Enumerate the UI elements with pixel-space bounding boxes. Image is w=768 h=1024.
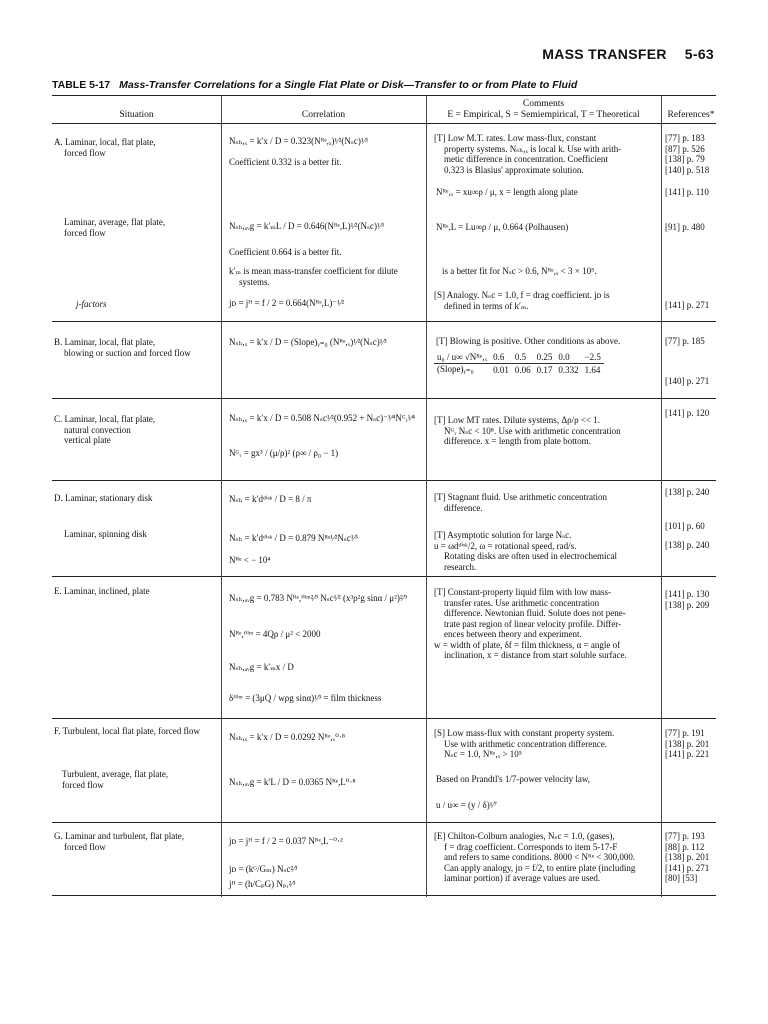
correlation-g: jᴅ = jᴴ = f / 2 = 0.037 Nᴿᵉ,L⁻⁰·² — [229, 836, 343, 846]
column-divider — [426, 96, 427, 897]
correlation-g-jd: jᴅ = (kᴳ/Gₘ) Nₛc²⁄³ — [229, 864, 298, 874]
refs-a-reynolds: [141] p. 110 — [665, 187, 709, 197]
header-comments-title: Comments — [522, 99, 565, 109]
note-a-coefficient-332: Coefficient 0.332 is a better fit. — [229, 157, 342, 167]
table-label: TABLE 5-17 — [52, 79, 111, 91]
comment-a-jfactors: [S] Analogy. Nₛc = 1.0, f = drag coefficient. jᴅ is defined in terms of k′ₘ. — [434, 290, 610, 311]
row-divider — [52, 480, 716, 481]
row-divider — [52, 576, 716, 577]
header-comments — [426, 99, 661, 121]
running-head — [542, 46, 714, 62]
row-divider — [52, 718, 716, 719]
comment-c: [T] Low MT rates. Dilute systems, Δρ/ρ << 1. Nᴳᵣ Nₛc < 10⁸. Use with arithmetic concentration difference. x = length from plate bottom. — [434, 415, 621, 446]
situation-d-stationary: D. Laminar, stationary disk — [54, 493, 153, 503]
refs-a-average: [91] p. 480 — [665, 222, 705, 232]
column-divider — [661, 96, 662, 897]
comment-f-local: [S] Low mass-flux with constant property system. Use with arithmetic concentration difference. Nₛc = 1.0, Nᴿᵉ,ₓ > 10⁵ — [434, 728, 615, 759]
refs-b: [77] p. 185 — [665, 336, 705, 346]
note-a-mean-coefficient: k′ₘ is mean mass-transfer coefficient for dilute systems. — [229, 266, 398, 287]
correlation-b: Nₛₕ,ₓ = k′x / D = (Slope)ᵧ₌₀ (Nᴿᵉ,ₓ)¹⁄²(Nₛc)¹⁄³ — [229, 337, 387, 347]
situation-f-local: F. Turbulent, local flat plate, forced flow — [54, 726, 200, 736]
correlation-g-jh: jᴴ = (h/CₚG) Nₚᵣ²⁄³ — [229, 879, 296, 889]
situation-b: B. Laminar, local, flat plate, blowing or suction and forced flow — [54, 337, 191, 358]
refs-a-local: [77] p. 183 [87] p. 526 [138] p. 79 [140] p. 518 — [665, 133, 710, 175]
header-correlation: Correlation — [301, 110, 346, 120]
situation-f-average: Turbulent, average, flat plate, forced flow — [62, 769, 169, 790]
correlation-e: Nₛₕ,ₐᵥg = 0.783 Nᴿᵉ,ᶠⁱˡᵐ²⁄⁹ Nₛc¹⁄² (x³ρ²g sinα / μ²)²⁄⁹ — [229, 593, 408, 603]
page-number: 5-63 — [684, 46, 714, 62]
correlation-f-local: Nₛₕ,ₓ = k′x / D = 0.0292 Nᴿᵉ,ₓ⁰·⁸ — [229, 732, 346, 742]
comment-a-average: Nᴿᵉ,L = Lu∞ρ / μ, 0.664 (Polhausen) — [436, 222, 569, 232]
correlation-c: Nₛₕ,ₓ = k′x / D = 0.508 Nₛc¹⁄²(0.952 + Nₛc)⁻¹⁄⁴Nᴳᵣ¹⁄⁴ — [229, 413, 416, 423]
comment-a-reynolds: Nᴿᵉ,ₓ = xu∞ρ / μ, x = length along plate — [436, 187, 578, 197]
situation-c: C. Laminar, local, flat plate, natural convection vertical plate — [54, 414, 156, 445]
situation-a-average: Laminar, average, flat plate, forced flow — [64, 217, 166, 238]
header-comments-legend: E = Empirical, S = Semiempirical, T = Theoretical — [447, 110, 640, 120]
correlation-a-average: Nₛₕ,ₐᵥg = k′ₘL / D = 0.646(Nᴿᵉ,L)¹⁄²(Nₛc)¹⁄³ — [229, 221, 384, 231]
note-a-coefficient-664: Coefficient 0.664 is a better fit. — [229, 247, 342, 257]
top-rule — [52, 95, 716, 96]
situation-a-local: A. Laminar, local, flat plate, forced flow — [54, 137, 156, 158]
slope-table-b — [434, 352, 604, 376]
correlation-e-average: Nₛₕ,ₐᵥg = k′ₘx / D — [229, 662, 294, 672]
refs-f-local: [77] p. 191 [138] p. 201 [141] p. 221 — [665, 728, 710, 759]
refs-g: [77] p. 193 [88] p. 112 [138] p. 201 [141] p. 271 [80] [53] — [665, 831, 710, 883]
refs-a-jfactors: [141] p. 271 — [665, 300, 710, 310]
correlation-d-stationary: Nₛₕ = k′dᵈⁱˢᵏ / D = 8 / π — [229, 494, 312, 504]
table-caption: Mass-Transfer Correlations for a Single Flat Plate or Disk—Transfer to or from Plate to Fluid — [119, 79, 578, 91]
comment-e: [T] Constant-property liquid film with low mass- transfer rates. Use arithmetic concentration difference. Newtonian fluid. Solute does not pene- trate past region of linear velocity profile. Differ- ences between theory and experiment. w = width of plate, δf = film thickness, α = angle of inclination, x = distance from start soluble surface. — [434, 587, 627, 660]
header-situation: Situation — [119, 110, 154, 120]
situation-a-jfactors: j-factors — [76, 299, 107, 309]
comment-a-better-fit: is a better fit for Nₛc > 0.6, Nᴿᵉ,ₓ < 3 × 10⁵. — [442, 266, 597, 276]
ratio-label: u₀ / u∞ √Nᴿᵉ,ₓ — [437, 352, 488, 362]
header-rule — [52, 123, 716, 124]
refs-b-slope: [140] p. 271 — [665, 376, 710, 386]
correlation-c-grashof: Nᴳᵣ = gx³ / (μ/ρ)² (ρ∞ / ρ₀ − 1) — [229, 448, 339, 458]
column-divider — [221, 96, 222, 897]
situation-e: E. Laminar, inclined, plate — [54, 586, 150, 596]
comment-d-stationary: [T] Stagnant fluid. Use arithmetic concentration difference. — [434, 492, 607, 513]
ratio-row: u₀ / u∞ √Nᴿᵉ,ₓ 0.6 0.5 0.25 0.0 −2.5 — [434, 352, 604, 364]
header-references: References* — [667, 110, 715, 120]
refs-d-stationary: [138] p. 240 — [665, 487, 710, 497]
refs-e: [141] p. 130 [138] p. 209 — [665, 589, 710, 610]
table-title — [52, 79, 716, 91]
row-divider — [52, 398, 716, 399]
comment-b: [T] Blowing is positive. Other conditions as above. — [436, 336, 621, 346]
situation-g: G. Laminar and turbulent, flat plate, forced flow — [54, 831, 184, 852]
comment-f-prandtl: Based on Prandtl's 1/7-power velocity law, — [436, 774, 591, 784]
correlation-a-jfactors: jᴅ = jᴴ = f / 2 = 0.664(Nᴿᵉ,L)⁻¹⁄² — [229, 298, 345, 308]
slope-row: (Slope)ᵧ₌₀ 0.01 0.06 0.17 0.332 1.64 — [434, 364, 604, 377]
correlation-f-average: Nₛₕ,ₐᵥg = k′L / D = 0.0365 Nᴿᵉ,L⁰·⁸ — [229, 777, 356, 787]
correlation-d-spinning: Nₛₕ = k′dᵈⁱˢᵏ / D = 0.879 Nᴿᵉ¹⁄²Nₛc¹⁄³ — [229, 533, 358, 543]
refs-c: [141] p. 120 — [665, 408, 710, 418]
row-divider — [52, 822, 716, 823]
slope-label: (Slope)ᵧ₌₀ — [434, 364, 490, 377]
comment-f-velocity-law: u / u∞ = (y / δ)¹⁄⁷ — [436, 800, 498, 810]
correlation-e-film-thickness: δᶠⁱˡᵐ = (3μQ / wρg sinα)¹⁄³ = film thickness — [229, 693, 382, 703]
comment-d-spinning: [T] Asymptotic solution for large Nₛc. u = ωdᵈⁱˢᵏ/2, ω = rotational speed, rad/s. Rotating disks are often used in electrochemical research. — [434, 530, 617, 572]
correlation-a-local: Nₛₕ,ₓ = k′x / D = 0.323(Nᴿᵉ,ₓ)¹⁄²(Nₛc)¹⁄³ — [229, 136, 368, 146]
row-divider — [52, 321, 716, 322]
situation-d-spinning: Laminar, spinning disk — [64, 529, 147, 539]
comment-g: [E] Chilton-Colburn analogies, Nₛc = 1.0, (gases), f = drag coefficient. Corresponds to item 5-17-F and refers to same conditions. 8000 < Nᴿᵉ < 300,000. Can apply analogy, jᴅ = f/2, to entire plate (including laminar portion) if average values are used. — [434, 831, 636, 883]
bottom-rule — [52, 895, 716, 896]
comment-a-local: [T] Low M.T. rates. Low mass-flux, constant property systems. Nₛₕ,ₓ is local k. Use with arith- metic difference in concentration. Coefficient 0.323 is Blasius' approximate solution. — [434, 133, 622, 175]
section-title: MASS TRANSFER — [542, 46, 667, 62]
correlation-e-film-reynolds: Nᴿᵉ,ᶠⁱˡᵐ = 4Qρ / μ² < 2000 — [229, 629, 321, 639]
refs-d-spinning: [101] p. 60 [138] p. 240 — [665, 521, 710, 550]
correlation-d-reynolds: Nᴿᵉ < − 10⁴ — [229, 555, 271, 565]
